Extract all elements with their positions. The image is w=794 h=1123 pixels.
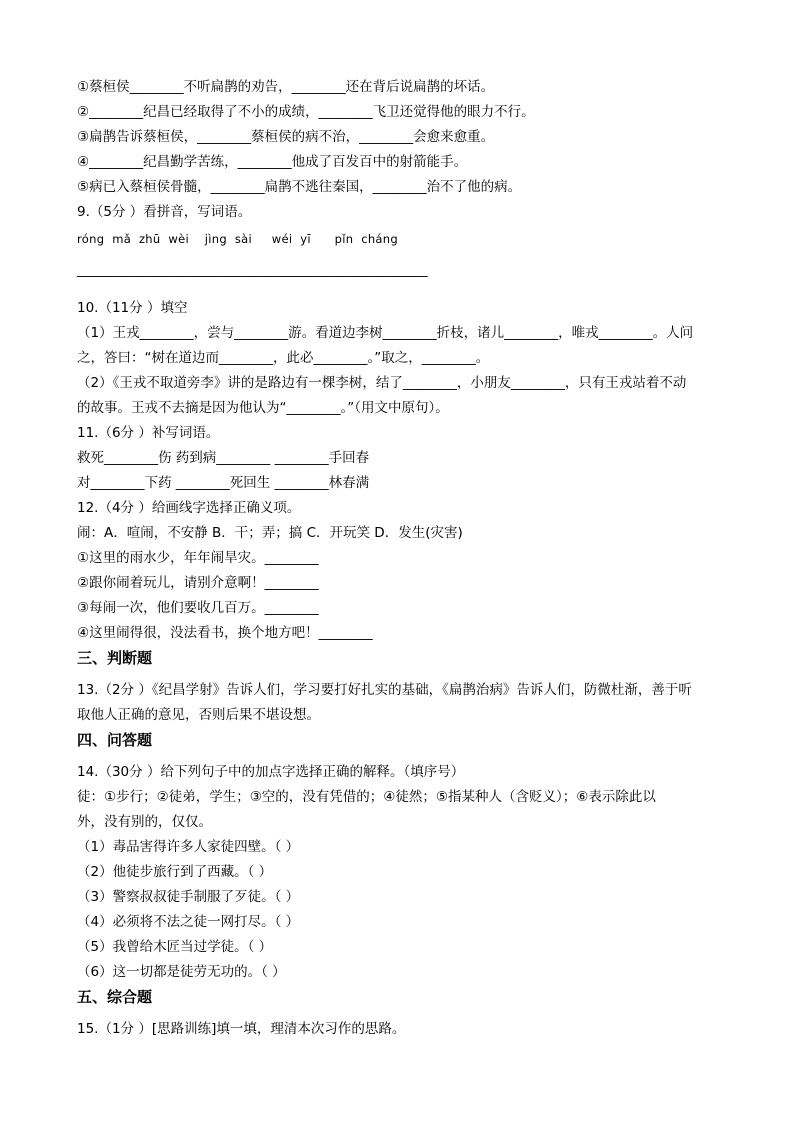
q8-item-1: ①蔡桓侯________不听扁鹊的劝告，________还在背后说扁鹊的坏话。	[77, 79, 495, 95]
q10-header: 10.（11分 ）填空	[77, 300, 188, 316]
section-4-title: 四、问答题	[77, 731, 153, 749]
q12-definition: 闹：A．喧闹，不安静 B．干；弄；搞 C．开玩笑 D．发生(灾害)	[77, 525, 463, 541]
q12-item-4: ④这里闹得很，没法看书，换个地方吧！________	[77, 625, 373, 641]
q14-item-2: （2）他徒步旅行到了西藏。（ ）	[77, 864, 273, 880]
q14-header: 14.（30分 ）给下列句子中的加点字选择正确的解释。（填序号）	[77, 764, 465, 780]
q11-line-1: 救死________伤 药到病________ ________手回春	[77, 450, 370, 466]
q14-item-4: （4）必须将不法之徒一网打尽。（ ）	[77, 914, 300, 930]
q11-header: 11.（6分 ）补写词语。	[77, 425, 220, 441]
q13-line-2: 取他人正确的意见，否则后果不堪设想。	[77, 707, 320, 723]
q13-line-1: 13.（2分 ）《纪昌学射》告诉人们，学习要打好扎实的基础，《扁鹊治病》告诉人们，防微杜渐，善于听	[77, 682, 692, 698]
q15-header: 15.（1分 ）[思路训练]填一填，理清本次习作的思路。	[77, 1021, 406, 1037]
q8-item-3: ③扁鹊告诉蔡桓侯，________蔡桓侯的病不治，________会愈来愈重。	[77, 129, 495, 145]
q10-line-1: （1）王戎________，尝与________游。看道边李树________折枝，诸儿________，唯戎________。人问	[77, 325, 694, 341]
q14-item-6: （6）这一切都是徒劳无功的。（ ）	[77, 964, 286, 980]
q8-item-2: ②________纪昌已经取得了不小的成绩，________飞卫还觉得他的眼力不行。	[77, 104, 535, 120]
q14-item-1: （1）毒品害得许多人家徒四壁。（ ）	[77, 839, 300, 855]
section-3-title: 三、判断题	[77, 649, 153, 667]
q9-answer-blanks: ________________________________________________________	[77, 262, 427, 278]
q14-definition-1: 徒：①步行；②徒弟，学生；③空的，没有凭借的；④徒然；⑤指某种人（含贬义）；⑥表示除此以	[77, 789, 656, 805]
q10-line-3: （2）《王戎不取道旁李》讲的是路边有一棵李树，结了________，小朋友________，只有王戎站着不动	[77, 375, 687, 391]
q14-definition-2: 外，没有别的，仅仅。	[77, 814, 212, 830]
q9-header: 9.（5分 ）看拼音，写词语。	[77, 204, 252, 220]
q10-line-4: 的故事。王戎不去摘是因为他认为“________。”（用文中原句）。	[77, 400, 449, 416]
q10-line-2: 之，答曰：“树在道边而________，此必________。”取之，________。	[77, 350, 490, 366]
q14-item-5: （5）我曾给木匠当过学徒。（ ）	[77, 939, 273, 955]
q14-item-3: （3）警察叔叔徒手制服了歹徒。（ ）	[77, 889, 300, 905]
q12-header: 12.（4分 ）给画线字选择正确义项。	[77, 500, 301, 516]
q8-item-4: ④________纪昌勤学苦练，________他成了百发百中的射箭能手。	[77, 154, 468, 170]
q11-line-2: 对________下药 ________死回生 ________林春满	[77, 475, 370, 491]
q9-pinyin: róng mǎ zhū wèi jìng sài wéi yī pǐn cháng	[77, 232, 398, 246]
q12-item-1: ①这里的雨水少，年年闹旱灾。________	[77, 550, 319, 566]
q8-item-5: ⑤病已入蔡桓侯骨髓，________扁鹊不逃往秦国，________治不了他的病。	[77, 179, 522, 195]
q12-item-2: ②跟你闹着玩儿，请别介意啊！________	[77, 575, 319, 591]
q12-item-3: ③每闹一次，他们要收几百万。________	[77, 600, 319, 616]
section-5-title: 五、综合题	[77, 988, 153, 1006]
